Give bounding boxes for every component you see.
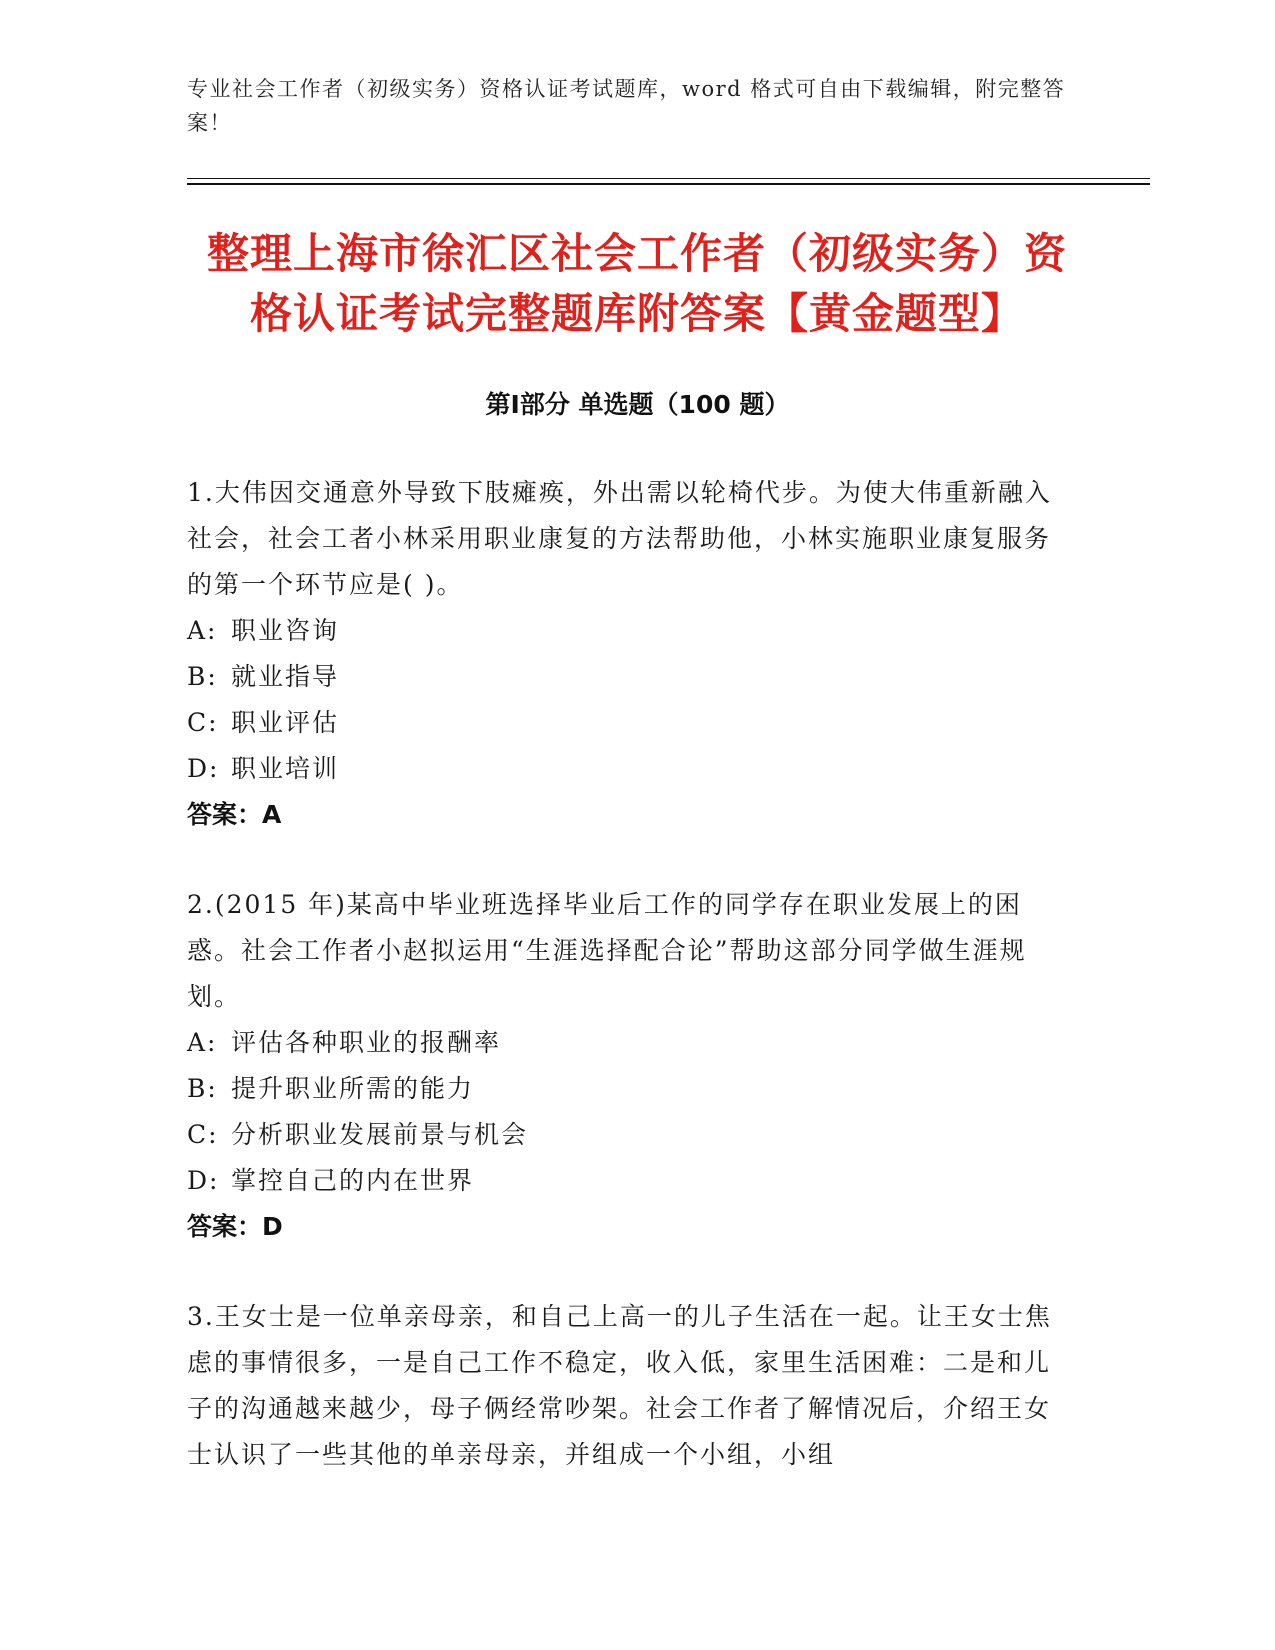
option-text: 掌控自己的内在世界 bbox=[231, 1166, 475, 1195]
question-2 bbox=[187, 882, 1067, 1250]
option-c bbox=[187, 700, 1067, 746]
section-heading: 第Ⅰ部分 单选题（100 题） bbox=[485, 390, 790, 419]
option-letter: A: bbox=[187, 616, 218, 645]
option-text: 评估各种职业的报酬率 bbox=[231, 1028, 502, 1057]
option-text: 就业指导 bbox=[231, 662, 340, 691]
option-d bbox=[187, 1158, 1067, 1204]
answer-line: 答案：A bbox=[187, 800, 282, 829]
option-a bbox=[187, 1020, 1067, 1066]
option-letter: B: bbox=[187, 1074, 218, 1103]
option-text: 提升职业所需的能力 bbox=[231, 1074, 475, 1103]
header-rule-thin bbox=[187, 178, 1150, 179]
option-text: 职业评估 bbox=[231, 708, 340, 737]
question-list bbox=[187, 470, 1067, 1522]
option-d bbox=[187, 746, 1067, 792]
question-stem: 1.大伟因交通意外导致下肢瘫痪，外出需以轮椅代步。为使大伟重新融入社会，社会工者小林采用职业康复的方法帮助他，小林实施职业康复服务的第一个环节应是( )。 bbox=[187, 478, 1052, 599]
option-c bbox=[187, 1112, 1067, 1158]
option-letter: C: bbox=[187, 708, 219, 737]
answer-line: 答案：D bbox=[187, 1212, 283, 1241]
option-text: 职业培训 bbox=[231, 754, 340, 783]
option-a bbox=[187, 608, 1067, 654]
question-stem: 2.(2015 年)某高中毕业班选择毕业后工作的同学存在职业发展上的困惑。社会工作者小赵拟运用“生涯选择配合论”帮助这部分同学做生涯规划。 bbox=[187, 890, 1027, 1011]
question-1 bbox=[187, 470, 1067, 838]
option-b bbox=[187, 1066, 1067, 1112]
header-rule-thick bbox=[187, 183, 1150, 185]
option-letter: B: bbox=[187, 662, 218, 691]
option-letter: D: bbox=[187, 1166, 220, 1195]
option-letter: C: bbox=[187, 1120, 219, 1149]
question-stem: 3.王女士是一位单亲母亲，和自己上高一的儿子生活在一起。让王女士焦虑的事情很多，一是自己工作不稳定，收入低，家里生活困难：二是和儿子的沟通越来越少，母子俩经常吵架。社会工作者了解情况后，介绍王女士认识了一些其他的单亲母亲，并组成一个小组，小组 bbox=[187, 1302, 1052, 1469]
option-letter: A: bbox=[187, 1028, 218, 1057]
option-b bbox=[187, 654, 1067, 700]
option-letter: D: bbox=[187, 754, 220, 783]
question-3 bbox=[187, 1294, 1067, 1478]
page-header-note: 专业社会工作者（初级实务）资格认证考试题库，word 格式可自由下载编辑，附完整答案！ bbox=[187, 77, 1066, 135]
option-text: 职业咨询 bbox=[231, 616, 340, 645]
document-title: 整理上海市徐汇区社会工作者（初级实务）资格认证考试完整题库附答案【黄金题型】 bbox=[206, 229, 1067, 338]
option-text: 分析职业发展前景与机会 bbox=[231, 1120, 529, 1149]
